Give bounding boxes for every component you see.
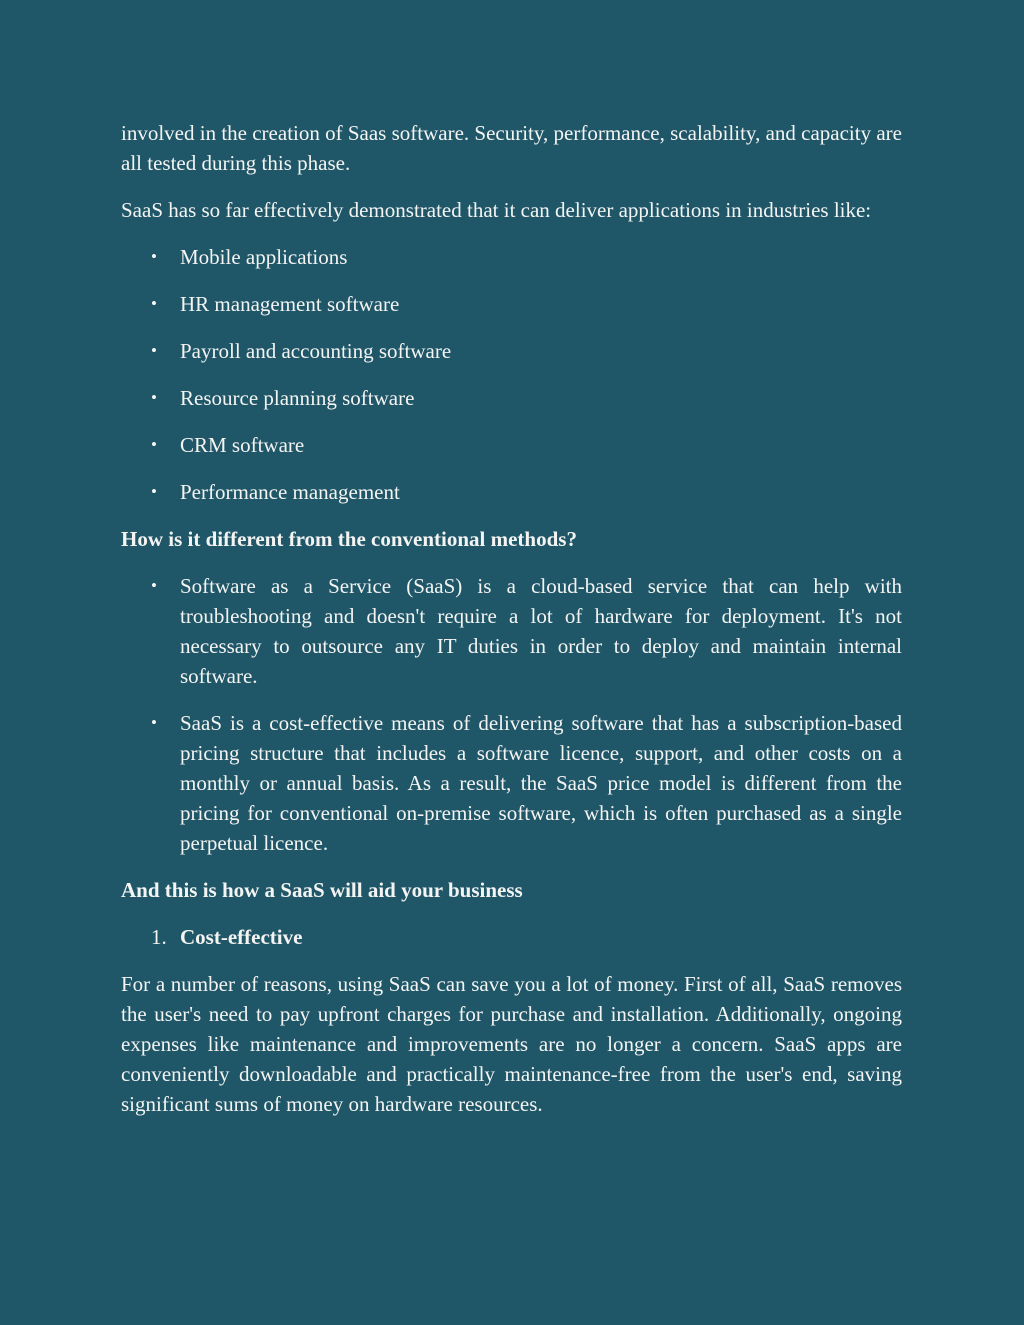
numbered-item-label: Cost-effective	[180, 925, 303, 949]
intro-paragraph: involved in the creation of Saas software. Security, performance, scalability, and capacity are all tested during this phase.	[121, 121, 902, 175]
list-item	[121, 708, 902, 858]
industries-list	[121, 242, 902, 507]
list-item	[121, 289, 902, 319]
list-item	[121, 383, 902, 413]
difference-heading: How is it different from the conventional methods?	[121, 527, 577, 551]
numbered-item	[121, 922, 902, 952]
bullet-icon: •	[151, 576, 157, 595]
cost-paragraph: For a number of reasons, using SaaS can save you a lot of money. First of all, SaaS removes the user's need to pay upfront charges for purchase and installation. Additionally, ongoing expenses like maintenance and improvements are no longer a concern. SaaS apps are conveniently downloadable and practically maintenance-free from the user's end, saving significant sums of money on hardware resources.	[121, 972, 902, 1116]
bullet-icon: •	[151, 294, 157, 313]
item-number: 1.	[151, 925, 167, 949]
list-item-text: HR management software	[180, 292, 400, 316]
list-item-text: Payroll and accounting software	[180, 339, 452, 363]
list-item-text: SaaS is a cost-effective means of delivering software that has a subscription-based pricing structure that includes a software licence, support, and other costs on a monthly or annual basis. As a result, the SaaS price model is different from the pricing for conventional on-premise software, which is often purchased as a single perpetual licence.	[180, 711, 902, 855]
list-item-text: Resource planning software	[180, 386, 415, 410]
list-item	[121, 242, 902, 272]
bullet-icon: •	[151, 247, 157, 266]
industries-paragraph: SaaS has so far effectively demonstrated that it can deliver applications in industries like:	[121, 198, 872, 222]
bullet-icon: •	[151, 341, 157, 360]
bullet-icon: •	[151, 435, 157, 454]
list-item	[121, 477, 902, 507]
list-item-text: CRM software	[180, 433, 305, 457]
list-item	[121, 336, 902, 366]
list-item-text: Mobile applications	[180, 245, 348, 269]
list-item-text: Software as a Service (SaaS) is a cloud-based service that can help with troubleshooting and doesn't require a lot of hardware for deployment. It's not necessary to outsource any IT duties in order to deploy and maintain internal software.	[180, 574, 902, 688]
list-item-text: Performance management	[180, 480, 400, 504]
difference-list	[121, 571, 902, 858]
list-item	[121, 571, 902, 691]
bullet-icon: •	[151, 388, 157, 407]
bullet-icon: •	[151, 713, 157, 732]
numbered-list	[121, 922, 902, 952]
list-item	[121, 430, 902, 460]
business-heading: And this is how a SaaS will aid your business	[121, 878, 523, 902]
bullet-icon: •	[151, 482, 157, 501]
